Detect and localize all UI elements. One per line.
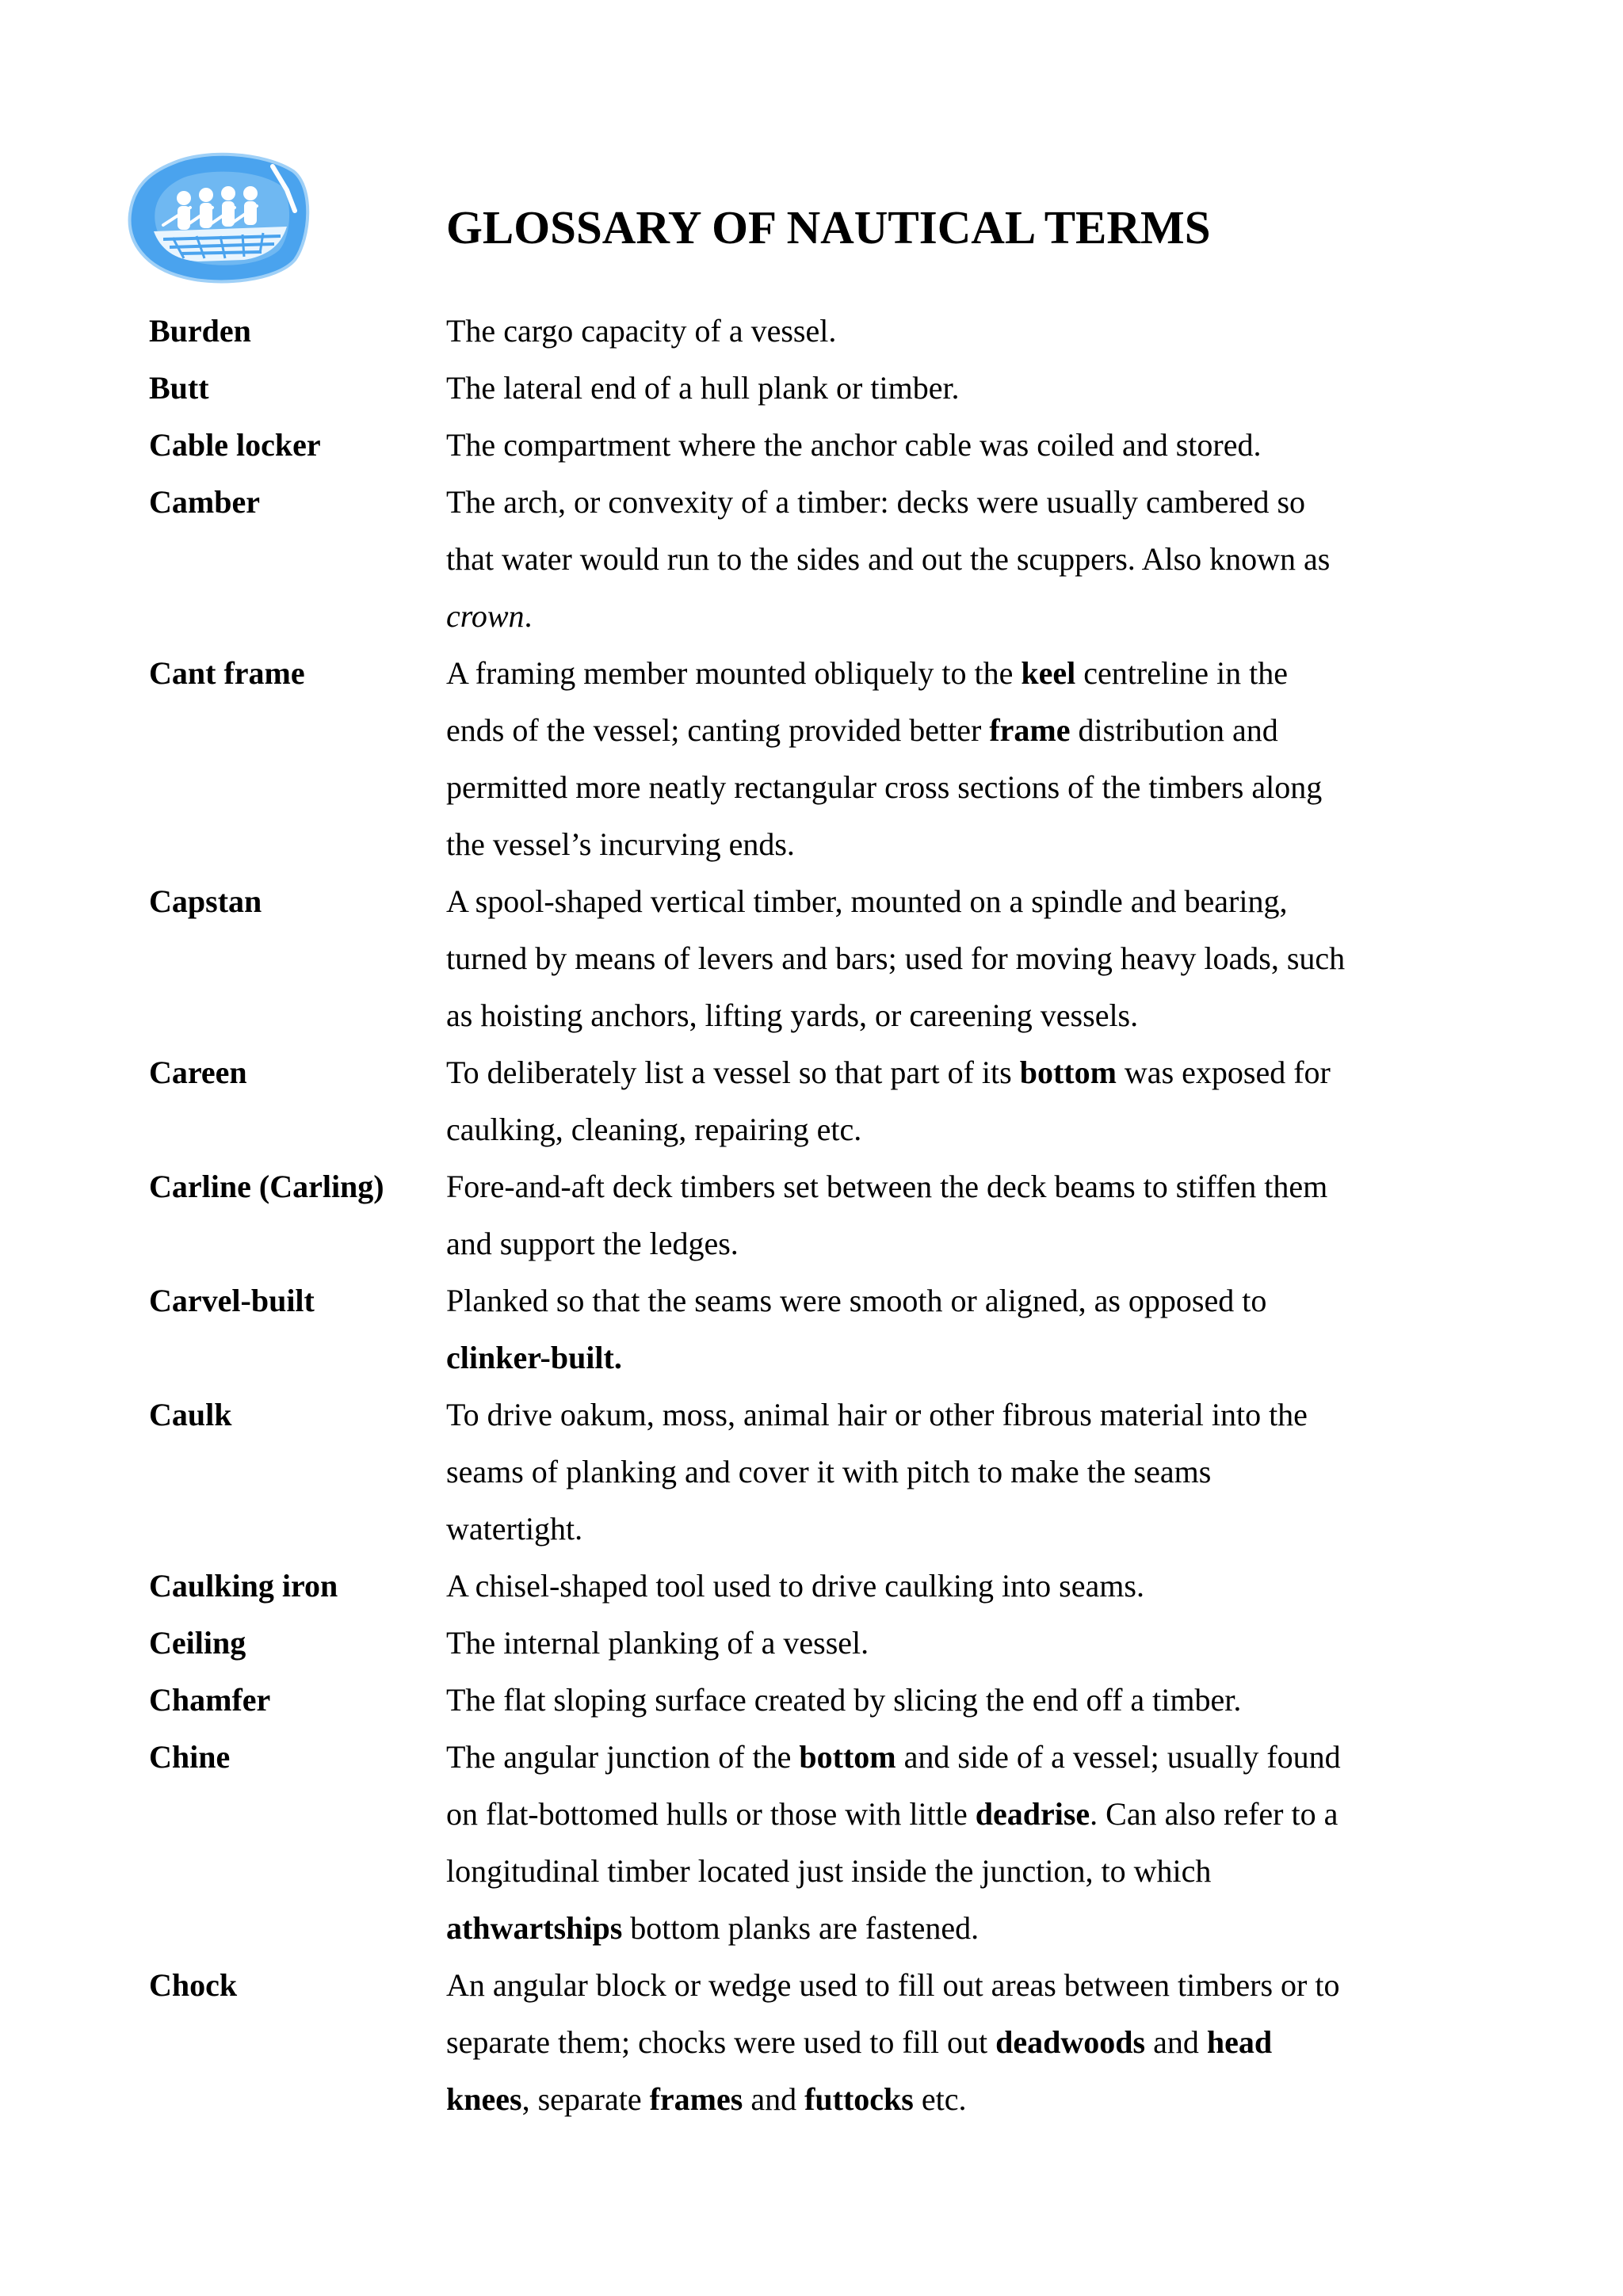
definition-text: was exposed for: [1116, 1055, 1331, 1090]
glossary-entry: [149, 1386, 1385, 1558]
glossary-entry: [149, 1957, 1385, 2128]
definition-line: [446, 1729, 1385, 1786]
definition-line: [446, 1501, 1385, 1558]
cross-reference-term: clinker-built.: [446, 1340, 622, 1375]
glossary-definition: [446, 1615, 1385, 1672]
definition-line: [446, 873, 1385, 930]
glossary-entry: [149, 1158, 1385, 1272]
definition-line: [446, 360, 1385, 417]
cross-reference-term: deadwoods: [995, 2024, 1146, 2060]
definition-line: [446, 816, 1385, 873]
glossary-term: Chock: [149, 1967, 238, 2003]
definition-text: , separate: [521, 2081, 650, 2117]
alternate-term: crown: [446, 598, 525, 634]
definition-text: and: [1145, 2024, 1207, 2060]
glossary-term: Burden: [149, 313, 251, 349]
glossary-term: Cant frame: [149, 655, 305, 691]
definition-line: [446, 1158, 1385, 1215]
glossary-entry: [149, 1272, 1385, 1386]
definition-line: [446, 1615, 1385, 1672]
definition-text: on flat-bottomed hulls or those with little: [446, 1796, 976, 1832]
definition-text: seams of planking and cover it with pitch to make the seams: [446, 1454, 1212, 1489]
definition-text: . Can also refer to a: [1090, 1796, 1338, 1832]
cross-reference-term: bottom: [1019, 1055, 1117, 1090]
definition-text: distribution and: [1070, 712, 1278, 748]
definition-line: [446, 1044, 1385, 1101]
definition-line: [446, 1900, 1385, 1957]
definition-line: [446, 1672, 1385, 1729]
glossary-term: Ceiling: [149, 1625, 246, 1661]
cross-reference-term: frames: [649, 2081, 743, 2117]
definition-text: The compartment where the anchor cable was coiled and stored.: [446, 427, 1262, 463]
definition-line: [446, 474, 1385, 531]
definition-text: etc.: [913, 2081, 967, 2117]
definition-text: Fore-and-aft deck timbers set between the deck beams to stiffen them: [446, 1169, 1328, 1204]
cross-reference-term: head: [1206, 2024, 1273, 2060]
glossary-term: Chamfer: [149, 1682, 271, 1718]
glossary-entry: [149, 873, 1385, 1044]
glossary-definition: [446, 1044, 1385, 1158]
definition-line: [446, 702, 1385, 759]
definition-text: An angular block or wedge used to fill out areas between timbers or to: [446, 1967, 1340, 2003]
definition-text: To drive oakum, moss, animal hair or other fibrous material into the: [446, 1397, 1308, 1432]
glossary-definition: [446, 645, 1385, 873]
definition-text: The cargo capacity of a vessel.: [446, 313, 837, 349]
definition-line: [446, 1444, 1385, 1501]
definition-text: longitudinal timber located just inside the junction, to which: [446, 1853, 1212, 1889]
definition-text: A spool-shaped vertical timber, mounted on a spindle and bearing,: [446, 883, 1288, 919]
glossary-entry: [149, 1044, 1385, 1158]
definition-text: permitted more neatly rectangular cross sections of the timbers along: [446, 769, 1323, 805]
definition-line: [446, 1843, 1385, 1900]
glossary-entry: [149, 303, 1385, 360]
definition-line: [446, 588, 1385, 645]
definition-text: centreline in the: [1075, 655, 1288, 691]
glossary-term: Camber: [149, 484, 260, 520]
definition-text: A framing member mounted obliquely to the: [446, 655, 1022, 691]
definition-text: and: [743, 2081, 805, 2117]
definition-text: The lateral end of a hull plank or timber.: [446, 370, 960, 406]
definition-text: The arch, or convexity of a timber: decks were usually cambered so: [446, 484, 1306, 520]
definition-line: [446, 2014, 1385, 2071]
definition-line: [446, 930, 1385, 987]
definition-text: turned by means of levers and bars; used for moving heavy loads, such: [446, 940, 1346, 976]
definition-text: The angular junction of the: [446, 1739, 800, 1775]
glossary-definition: [446, 474, 1385, 645]
definition-text: The internal planking of a vessel.: [446, 1625, 869, 1661]
definition-text: that water would run to the sides and out the scuppers. Also known as: [446, 541, 1331, 577]
definition-text: Planked so that the seams were smooth or aligned, as opposed to: [446, 1283, 1267, 1318]
definition-line: [446, 1957, 1385, 2014]
cross-reference-term: athwartships: [446, 1910, 623, 1946]
cross-reference-term: futtocks: [804, 2081, 914, 2117]
glossary-term: Caulk: [149, 1397, 232, 1432]
definition-line: [446, 1101, 1385, 1158]
definition-text: To deliberately list a vessel so that part of its: [446, 1055, 1020, 1090]
glossary-definition: [446, 303, 1385, 360]
rowing-boat-logo-icon: [125, 149, 312, 285]
glossary-entry: [149, 645, 1385, 873]
glossary-term: Carline (Carling): [149, 1169, 384, 1204]
definition-text: and side of a vessel; usually found: [896, 1739, 1341, 1775]
glossary-definition: [446, 360, 1385, 417]
glossary-term: Cable locker: [149, 427, 321, 463]
glossary-definition: [446, 1386, 1385, 1558]
cross-reference-term: keel: [1021, 655, 1076, 691]
definition-text: as hoisting anchors, lifting yards, or careening vessels.: [446, 997, 1139, 1033]
cross-reference-term: knees: [446, 2081, 522, 2117]
definition-text: .: [524, 598, 533, 634]
glossary-definition: [446, 1957, 1385, 2128]
glossary-entry: [149, 417, 1385, 474]
definition-text: separate them; chocks were used to fill out: [446, 2024, 996, 2060]
glossary-definition: [446, 1729, 1385, 1957]
definition-line: [446, 303, 1385, 360]
glossary-definition: [446, 873, 1385, 1044]
definition-line: [446, 2071, 1385, 2128]
page-title: GLOSSARY OF NAUTICAL TERMS: [446, 201, 1211, 254]
glossary-entry: [149, 474, 1385, 645]
glossary-term: Careen: [149, 1055, 247, 1090]
glossary-term: Capstan: [149, 883, 262, 919]
glossary-definition: [446, 1158, 1385, 1272]
cross-reference-term: bottom: [799, 1739, 896, 1775]
glossary-list: [149, 303, 1385, 2128]
definition-text: the vessel’s incurving ends.: [446, 826, 795, 862]
glossary-term: Chine: [149, 1739, 231, 1775]
definition-text: ends of the vessel; canting provided better: [446, 712, 990, 748]
glossary-term: Butt: [149, 370, 209, 406]
glossary-term: Caulking iron: [149, 1568, 338, 1604]
definition-line: [446, 987, 1385, 1044]
definition-line: [446, 417, 1385, 474]
cross-reference-term: deadrise: [975, 1796, 1090, 1832]
glossary-term: Carvel-built: [149, 1283, 315, 1318]
definition-line: [446, 531, 1385, 588]
definition-text: The flat sloping surface created by slicing the end off a timber.: [446, 1682, 1242, 1718]
definition-line: [446, 759, 1385, 816]
definition-line: [446, 1215, 1385, 1272]
definition-line: [446, 1786, 1385, 1843]
glossary-definition: [446, 1272, 1385, 1386]
glossary-definition: [446, 1672, 1385, 1729]
definition-text: watertight.: [446, 1511, 583, 1547]
definition-line: [446, 1329, 1385, 1386]
definition-text: caulking, cleaning, repairing etc.: [446, 1112, 862, 1147]
definition-line: [446, 1272, 1385, 1329]
glossary-entry: [149, 1558, 1385, 1615]
definition-text: and support the ledges.: [446, 1226, 739, 1261]
definition-line: [446, 1386, 1385, 1444]
glossary-definition: [446, 1558, 1385, 1615]
glossary-entry: [149, 1615, 1385, 1672]
cross-reference-term: frame: [989, 712, 1071, 748]
definition-line: [446, 645, 1385, 702]
glossary-entry: [149, 1729, 1385, 1957]
definition-text: bottom planks are fastened.: [622, 1910, 980, 1946]
definition-text: A chisel-shaped tool used to drive caulking into seams.: [446, 1568, 1144, 1604]
glossary-definition: [446, 417, 1385, 474]
definition-line: [446, 1558, 1385, 1615]
glossary-entry: [149, 360, 1385, 417]
glossary-entry: [149, 1672, 1385, 1729]
